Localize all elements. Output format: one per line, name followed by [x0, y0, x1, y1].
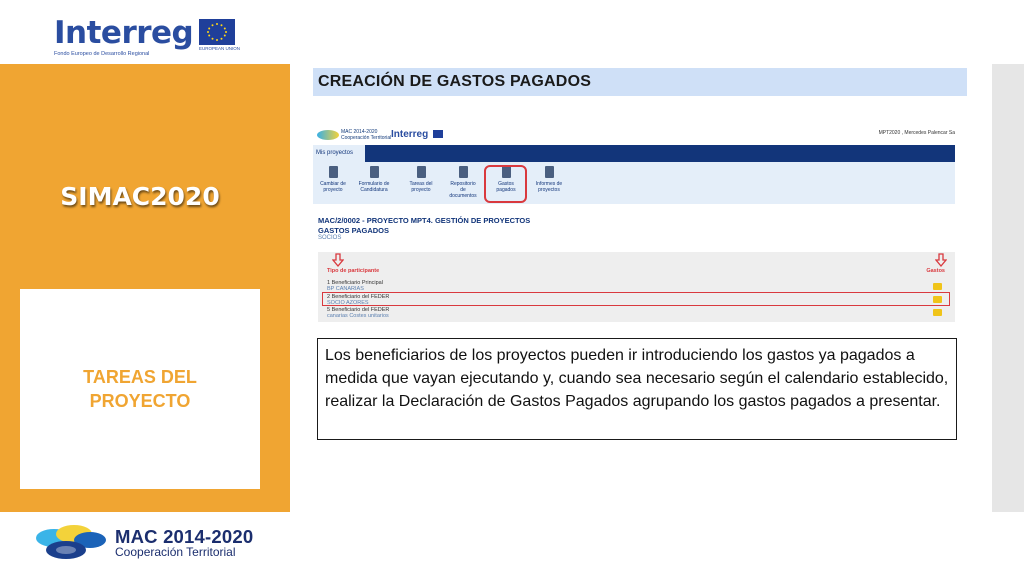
mac-mini-subtitle: Cooperación Territorial: [341, 135, 392, 141]
app-toolbar: [313, 162, 955, 204]
reports-icon: [545, 166, 554, 178]
eu-mini-flag-icon: [433, 130, 443, 138]
tool-tareas-proyecto[interactable]: Tareas del proyecto: [403, 166, 439, 204]
expenses-icon[interactable]: [933, 283, 942, 290]
task-line-1: TAREAS DEL: [83, 367, 197, 387]
task-title: [60, 365, 220, 413]
down-arrow-icon: [935, 253, 947, 267]
section-header-text: CREACIÓN DE GASTOS PAGADOS: [318, 73, 592, 90]
tool-cambiar-proyecto[interactable]: Cambiar de proyecto: [315, 166, 351, 204]
expenses-icon[interactable]: [933, 309, 942, 316]
project-title: MAC/2/0002 - PROYECTO MPT4. GESTIÓN DE PROYECTOS: [318, 216, 531, 225]
section-header: [313, 68, 967, 96]
app-nav: [313, 145, 955, 162]
mac-title: MAC 2014-2020: [115, 526, 254, 547]
column-header-expenses: Gastos: [926, 268, 945, 274]
project-section: GASTOS PAGADOS: [318, 226, 389, 235]
tool-informes-proyectos[interactable]: Informes de proyectos: [531, 166, 567, 204]
down-arrow-icon: [332, 253, 344, 267]
tab-mis-proyectos[interactable]: Mis proyectos: [313, 145, 365, 162]
table-row: 1 Beneficiario Principal BP CANARIAS: [327, 280, 383, 292]
user-name[interactable]: MPT2020 , Mercedes Palencar Sa: [878, 130, 955, 136]
mac-mini-emblem-icon: [317, 130, 339, 140]
swap-icon: [329, 166, 338, 178]
tool-formulario-candidatura[interactable]: Formulario de Candidatura: [356, 166, 392, 204]
mac-emblem-icon: [32, 520, 112, 564]
eu-label: EUROPEAN UNION: [199, 46, 241, 51]
simac-title: SIMAC2020: [60, 182, 220, 211]
tool-repositorio-documentos[interactable]: Repositorio de documentos: [445, 166, 481, 204]
form-icon: [370, 166, 379, 178]
column-header-type: Tipo de participante: [327, 268, 380, 274]
interreg-wordmark: Interreg: [54, 15, 194, 51]
interreg-mini-logo: Interreg: [391, 129, 429, 140]
mac-logo: [32, 520, 272, 564]
repository-icon: [459, 166, 468, 178]
mac-mini-logo: [317, 128, 392, 142]
tasks-icon: [417, 166, 426, 178]
task-line-2: PROYECTO: [89, 391, 191, 411]
left-panel: [0, 64, 290, 512]
interreg-subtitle: Fondo Europeo de Desarrollo Regional: [54, 51, 150, 57]
description-text: Los beneficiarios de los proyectos pueden ir introduciendo los gastos ya pagados a medida que vayan ejecutando y, cuando sea necesario según el calendario establecido, realizar la Declaración de Gastos Pagados agrupando los gastos pagados a presentar.: [325, 347, 949, 410]
app-topbar: [313, 124, 955, 144]
table-row: 2 Beneficiario del FEDER SOCIO AZORES: [327, 294, 390, 306]
right-scroll-bar: [992, 64, 1024, 512]
table-row: 5 Beneficiario del FEDER canarias Costes unitarios: [327, 307, 390, 319]
interreg-logo: [54, 16, 244, 60]
highlight-row: [322, 292, 950, 306]
highlight-gastos-pagados: [484, 165, 527, 203]
mac-subtitle: Cooperación Territorial: [115, 545, 236, 559]
eu-flag-icon: [199, 19, 235, 45]
mac-mini-title: MAC 2014-2020: [341, 129, 378, 135]
description-box: [317, 338, 957, 440]
task-box: [20, 289, 260, 489]
participants-table: [318, 252, 955, 322]
project-subsection: SOCIOS: [318, 235, 342, 241]
app-screenshot: [313, 124, 955, 324]
tool-gastos-pagados[interactable]: Gastos pagados: [488, 166, 524, 204]
